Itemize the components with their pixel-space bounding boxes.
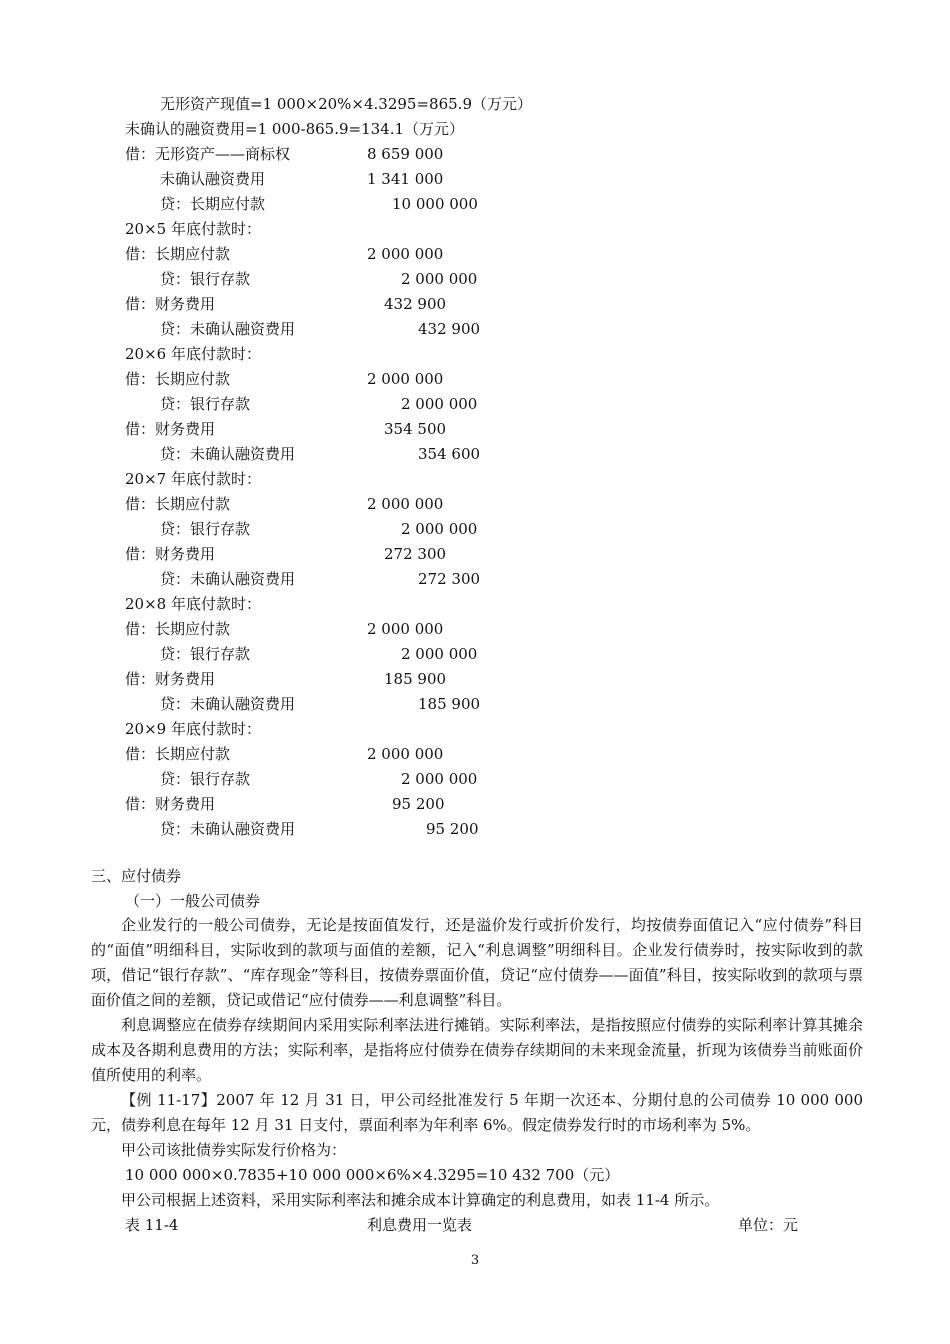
credit-label: 贷：未确认融资费用 (160, 320, 296, 338)
payment-heading: 20×5 年底付款时： (125, 220, 261, 238)
credit-amount: 185 900 (418, 695, 481, 713)
credit-label: 贷：未确认融资费用 (160, 695, 296, 713)
debit-amount: 2 000 000 (367, 620, 444, 638)
credit-label: 贷：银行存款 (160, 270, 251, 288)
debit-label: 借：长期应付款 (125, 370, 231, 388)
debit-amount: 432 900 (384, 295, 447, 313)
credit-amount: 354 600 (418, 445, 481, 463)
payment-heading: 20×7 年底付款时： (125, 470, 261, 488)
debit-amount: 95 200 (392, 795, 445, 813)
credit-label: 贷：未确认融资费用 (160, 445, 296, 463)
debit-amount: 2 000 000 (367, 495, 444, 513)
debit-label: 借：财务费用 (125, 420, 216, 438)
debit-label: 借：财务费用 (125, 545, 216, 563)
unrecognized-financing-line: 未确认的融资费用=1 000-865.9=134.1（万元） (125, 120, 465, 138)
entry-debit-label: 借：无形资产——商标权 (125, 145, 291, 163)
credit-amount: 432 900 (418, 320, 481, 338)
credit-amount: 2 000 000 (401, 270, 478, 288)
paragraph-issue-price-intro: 甲公司该批债券实际发行价格为： (121, 1141, 347, 1159)
credit-label: 贷：未确认融资费用 (160, 570, 296, 588)
entry-debit-label: 未确认融资费用 (160, 170, 266, 188)
debit-amount: 2 000 000 (367, 245, 444, 263)
table-title: 利息费用一览表 (367, 1216, 473, 1234)
debit-label: 借：长期应付款 (125, 745, 231, 763)
credit-label: 贷：银行存款 (160, 645, 251, 663)
paragraph-bond-recording: 企业发行的一般公司债券，无论是按面值发行，还是溢价发行或折价发行，均按债券面值记入“应付债券”科目的“面值”明细科目，实际收到的款项与面值的差额，记入“利息调整”明细科目。企业发行债券时，按实际收到的款项，借记“银行存款”、“库存现金”等科目，按债券票面价值，贷记“应付债券——面值”科目，按实际收到的款项与票面价值之间的差额，贷记或借记“应付债券——利息调整”科目。 (91, 916, 863, 1009)
paragraph-effective-interest: 利息调整应在债券存续期间内采用实际利率法进行摊销。实际利率法，是指按照应付债券的实际利率计算其摊余成本及各期利息费用的方法；实际利率，是指将应付债券在债券存续期间的未来现金流量，折现为该债券当前账面价值所使用的利率。 (91, 1016, 863, 1084)
debit-amount: 272 300 (384, 545, 447, 563)
credit-label: 贷：未确认融资费用 (160, 820, 296, 838)
entry-credit-label: 贷：长期应付款 (160, 195, 266, 213)
credit-amount: 95 200 (426, 820, 479, 838)
credit-label: 贷：银行存款 (160, 770, 251, 788)
credit-amount: 2 000 000 (401, 645, 478, 663)
debit-label: 借：长期应付款 (125, 245, 231, 263)
paragraph-interest-table-intro: 甲公司根据上述资料，采用实际利率法和摊余成本计算确定的利息费用，如表 11-4 所示。 (121, 1191, 720, 1209)
debit-amount: 2 000 000 (367, 370, 444, 388)
debit-label: 借：长期应付款 (125, 495, 231, 513)
credit-amount: 2 000 000 (401, 520, 478, 538)
table-caption-row (0, 1213, 950, 1238)
debit-label: 借：财务费用 (125, 295, 216, 313)
credit-label: 贷：银行存款 (160, 395, 251, 413)
credit-amount: 2 000 000 (401, 770, 478, 788)
section-title: 三、应付债券 (91, 867, 182, 885)
payment-heading: 20×9 年底付款时： (125, 720, 261, 738)
debit-label: 借：财务费用 (125, 670, 216, 688)
page-number: 3 (470, 1253, 480, 1268)
payment-heading: 20×6 年底付款时： (125, 345, 261, 363)
credit-label: 贷：银行存款 (160, 520, 251, 538)
section-subtitle: （一）一般公司债券 (125, 892, 261, 910)
payment-heading: 20×8 年底付款时： (125, 595, 261, 613)
intangible-present-value-line: 无形资产现值=1 000×20%×4.3295=865.9（万元） (160, 95, 532, 113)
debit-amount: 185 900 (384, 670, 447, 688)
issue-price-formula: 10 000 000×0.7835+10 000 000×6%×4.3295=10 432 700（元） (125, 1166, 620, 1184)
table-unit: 单位：元 (738, 1216, 799, 1234)
table-label: 表 11-4 (125, 1216, 179, 1234)
entry-debit-amount: 1 341 000 (367, 170, 444, 188)
credit-amount: 2 000 000 (401, 395, 478, 413)
debit-amount: 354 500 (384, 420, 447, 438)
credit-amount: 272 300 (418, 570, 481, 588)
debit-label: 借：长期应付款 (125, 620, 231, 638)
entry-debit-amount: 8 659 000 (367, 145, 444, 163)
paragraph-example: 【例 11-17】2007 年 12 月 31 日，甲公司经批准发行 5 年期一次还本、分期付息的公司债券 10 000 000 元，债券利息在每年 12 月 31 日支付，票面利率为年利率 6%。假定债券发行时的市场利率为 5%。 (91, 1091, 863, 1134)
debit-label: 借：财务费用 (125, 795, 216, 813)
debit-amount: 2 000 000 (367, 745, 444, 763)
entry-credit-amount: 10 000 000 (392, 195, 478, 213)
